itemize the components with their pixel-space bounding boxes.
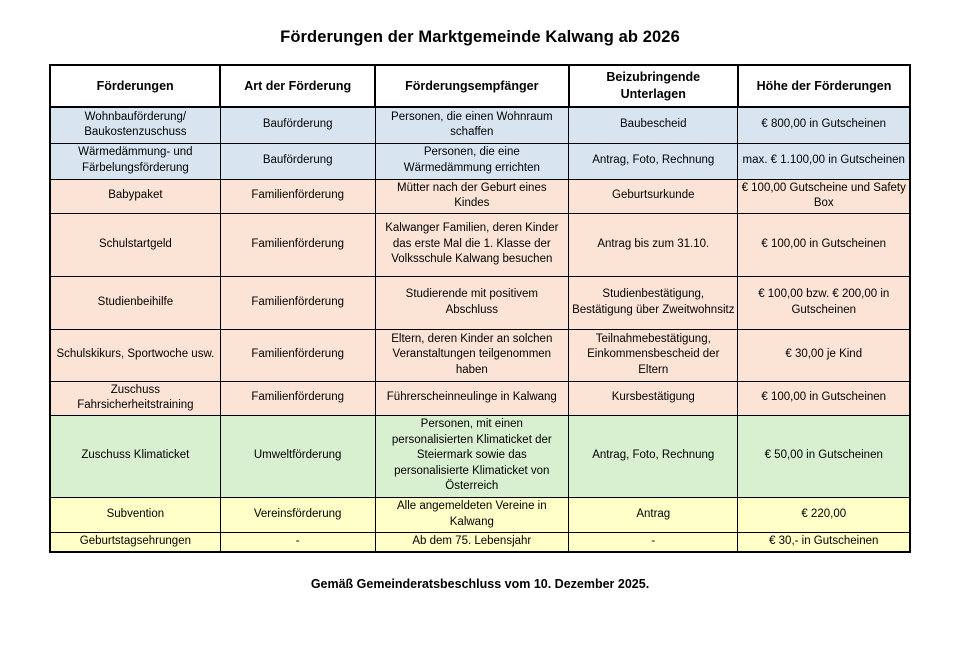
table-row <box>50 143 910 179</box>
table-cell: € 100,00 Gutscheine und Safety Box <box>738 179 910 213</box>
table-cell: Antrag <box>569 497 738 532</box>
table-row <box>50 532 910 552</box>
column-header-hoehe-der-foerderungen: Höhe der Förderungen <box>738 65 910 107</box>
subsidies-table <box>49 64 911 553</box>
table-cell: Personen, die eine Wärmedämmung errichten <box>375 143 569 179</box>
table-cell: Bauförderung <box>220 107 375 143</box>
table-cell: Studierende mit positivem Abschluss <box>375 276 569 329</box>
table-cell: Kalwanger Familien, deren Kinder das erste Mal die 1. Klasse der Volksschule Kalwang besuchen <box>375 213 569 276</box>
table-cell: Mütter nach der Geburt eines Kindes <box>375 179 569 213</box>
table-row <box>50 276 910 329</box>
table-cell: Führerscheinneulinge in Kalwang <box>375 381 569 415</box>
table-cell: Babypaket <box>50 179 220 213</box>
table-row <box>50 107 910 143</box>
table-cell: Antrag, Foto, Rechnung <box>569 415 738 497</box>
table-cell: Wärmedämmung- und Färbelungsförderung <box>50 143 220 179</box>
table-cell: Bauförderung <box>220 143 375 179</box>
table-cell: Umweltförderung <box>220 415 375 497</box>
table-header <box>50 65 910 107</box>
table-cell: € 30,- in Gutscheinen <box>738 532 910 552</box>
table-cell: Familienförderung <box>220 329 375 381</box>
table-cell: Zuschuss Fahrsicherheitstraining <box>50 381 220 415</box>
column-header-art-der-foerderung: Art der Förderung <box>220 65 375 107</box>
table-cell: Studienbestätigung, Bestätigung über Zweitwohnsitz <box>569 276 738 329</box>
table-cell: - <box>220 532 375 552</box>
table-cell: Personen, die einen Wohnraum schaffen <box>375 107 569 143</box>
table-row <box>50 381 910 415</box>
table-cell: Eltern, deren Kinder an solchen Veranstaltungen teilgenommen haben <box>375 329 569 381</box>
table-cell: Familienförderung <box>220 179 375 213</box>
table-cell: Studienbeihilfe <box>50 276 220 329</box>
table-cell: € 100,00 bzw. € 200,00 in Gutscheinen <box>738 276 910 329</box>
table-cell: Schulstartgeld <box>50 213 220 276</box>
column-header-foerderungsempfaenger: Förderungsempfänger <box>375 65 569 107</box>
table-cell: max. € 1.100,00 in Gutscheinen <box>738 143 910 179</box>
table-row <box>50 497 910 532</box>
table-body <box>50 107 910 552</box>
table-cell: Vereinsförderung <box>220 497 375 532</box>
table-row <box>50 415 910 497</box>
table-cell: Schulskikurs, Sportwoche usw. <box>50 329 220 381</box>
table-cell: Zuschuss Klimaticket <box>50 415 220 497</box>
table-cell: Teilnahmebestätigung, Einkommensbescheid der Eltern <box>569 329 738 381</box>
table-cell: Baubescheid <box>569 107 738 143</box>
table-cell: Personen, mit einen personalisierten Klimaticket der Steiermark sowie das personalisierte Klimaticket von Österreich <box>375 415 569 497</box>
table-cell: Antrag bis zum 31.10. <box>569 213 738 276</box>
column-header-beizubringende-unterlagen: Beizubringende Unterlagen <box>569 65 738 107</box>
table-cell: Kursbestätigung <box>569 381 738 415</box>
table-cell: Ab dem 75. Lebensjahr <box>375 532 569 552</box>
table-cell: Subvention <box>50 497 220 532</box>
table-row <box>50 329 910 381</box>
table-cell: € 100,00 in Gutscheinen <box>738 381 910 415</box>
table-cell: € 100,00 in Gutscheinen <box>738 213 910 276</box>
table-cell: Alle angemeldeten Vereine in Kalwang <box>375 497 569 532</box>
table-row <box>50 179 910 213</box>
table-cell: Familienförderung <box>220 381 375 415</box>
table-row <box>50 213 910 276</box>
table-cell: Familienförderung <box>220 276 375 329</box>
table-cell: € 30,00 je Kind <box>738 329 910 381</box>
column-header-foerderungen: Förderungen <box>50 65 220 107</box>
table-cell: Familienförderung <box>220 213 375 276</box>
table-cell: Antrag, Foto, Rechnung <box>569 143 738 179</box>
table-cell: € 800,00 in Gutscheinen <box>738 107 910 143</box>
page-title: Förderungen der Marktgemeinde Kalwang ab 2026 <box>280 28 680 46</box>
table-cell: Geburtstagsehrungen <box>50 532 220 552</box>
table-cell: Geburtsurkunde <box>569 179 738 213</box>
table-cell: € 220,00 <box>738 497 910 532</box>
table-cell: - <box>569 532 738 552</box>
table-cell: € 50,00 in Gutscheinen <box>738 415 910 497</box>
footer-note: Gemäß Gemeinderatsbeschluss vom 10. Dezember 2025. <box>310 577 650 592</box>
table-cell: Wohnbauförderung/ Baukostenzuschuss <box>50 107 220 143</box>
header-row <box>50 65 910 107</box>
